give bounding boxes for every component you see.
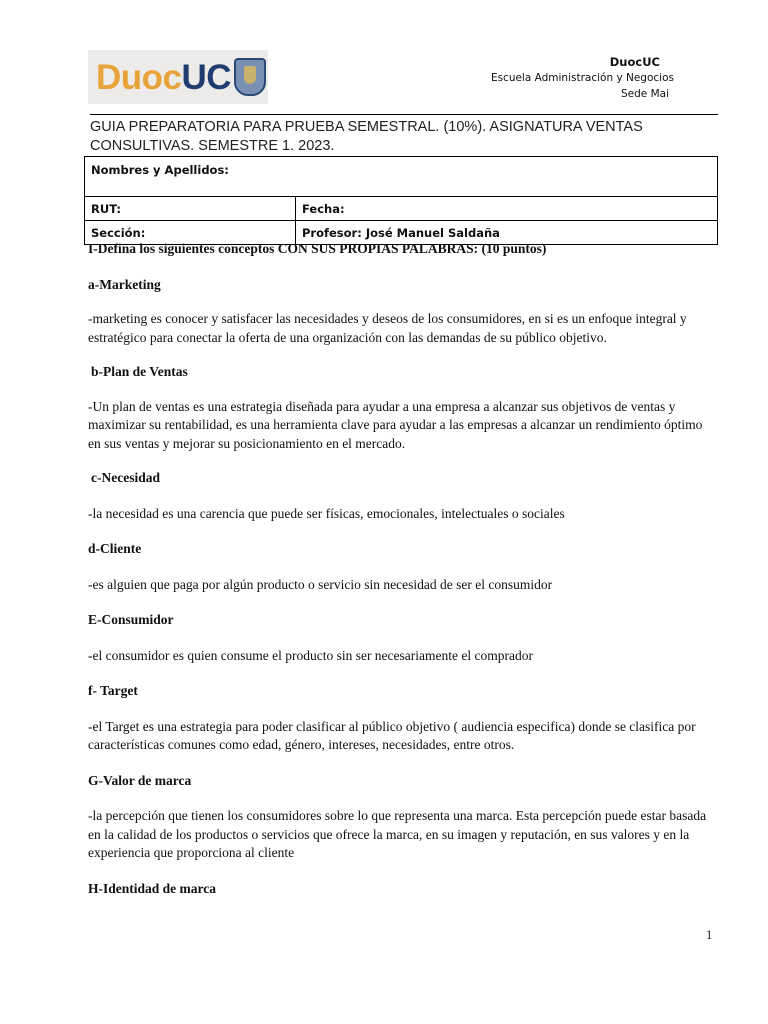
logo-duoc: Duoc (96, 57, 182, 97)
date-cell[interactable] (296, 197, 718, 221)
header-divider (90, 114, 718, 115)
student-info-table (84, 156, 718, 245)
concept-answer: -el Target es una estrategia para poder clasificar al público objetivo ( audiencia especifica) donde se clasifica por características comunes como edad, género, intereses, necesidades, entre otros. (88, 718, 696, 752)
institution-campus: Sede Mai (621, 88, 669, 100)
university-crest-icon (234, 58, 266, 96)
concept-answer: -marketing es conocer y satisfacer las necesidades y deseos de los consumidores, en si es un enfoque integral y estratégico para conectar la oferta de una organización con las demandas de su público objetivo. (88, 311, 687, 345)
logo-uc: UC (181, 57, 232, 97)
concept-heading: c-Necesidad (91, 470, 160, 485)
concept-answer: -la necesidad es una carencia que puede ser físicas, emocionales, intelectuales o sociales (88, 505, 565, 521)
concept-heading: H-Identidad de marca (88, 880, 217, 896)
concept-answer: -el consumidor es quien consume el producto sin ser necesariamente el comprador (88, 647, 533, 663)
document-body (88, 240, 718, 898)
question-heading: I-Defina los siguientes conceptos CON SUS PROPIAS PALABRAS: (10 puntos) (88, 241, 547, 256)
concept-heading: a-Marketing (88, 276, 161, 292)
names-label: Nombres y Apellidos: (91, 163, 229, 177)
concept-heading: d-Cliente (88, 541, 142, 556)
institution-name: DuocUC (609, 55, 660, 69)
concept-answer: -es alguien que paga por algún producto o servicio sin necesidad de ser el consumidor (88, 576, 553, 592)
concept-answer: -la percepción que tienen los consumidores sobre lo que representa una marca. Esta percepción puede estar basada en la calidad de los productos o servicios que ofrece la marca, en su imagen y reputación, en sus valores y en la experiencia que proporciona al cliente (88, 808, 707, 860)
logo-wordmark (96, 57, 232, 97)
concept-heading: E-Consumidor (88, 612, 174, 627)
names-cell[interactable] (85, 157, 718, 197)
rut-cell[interactable] (85, 197, 296, 221)
page-number: 1 (706, 928, 713, 942)
institution-school: Escuela Administración y Negocios (490, 72, 674, 84)
concept-answer: -Un plan de ventas es una estrategia diseñada para ayudar a una empresa a alcanzar sus objetivos de ventas y maximizar su rentabilidad, es una herramienta clave para ayudar a las empresas a alcanzar un rendimiento óptimo en sus ventas y mejorar su posicionamiento en el mercado. (88, 398, 703, 451)
document-title: GUIA PREPARATORIA PARA PRUEBA SEMESTRAL. (10%). ASIGNATURA VENTAS CONSULTIVAS. SEMESTRE 1. 2023. (90, 119, 643, 154)
date-label: Fecha: (302, 201, 345, 216)
professor-label: Profesor: José Manuel Saldaña (302, 225, 500, 240)
duocuc-logo (88, 50, 268, 104)
institution-header (491, 54, 674, 102)
concept-heading: b-Plan de Ventas (91, 364, 188, 379)
concept-heading: G-Valor de marca (88, 772, 192, 788)
section-label: Sección: (91, 225, 146, 240)
rut-label: RUT: (91, 201, 122, 216)
concept-heading: f- Target (88, 683, 138, 698)
